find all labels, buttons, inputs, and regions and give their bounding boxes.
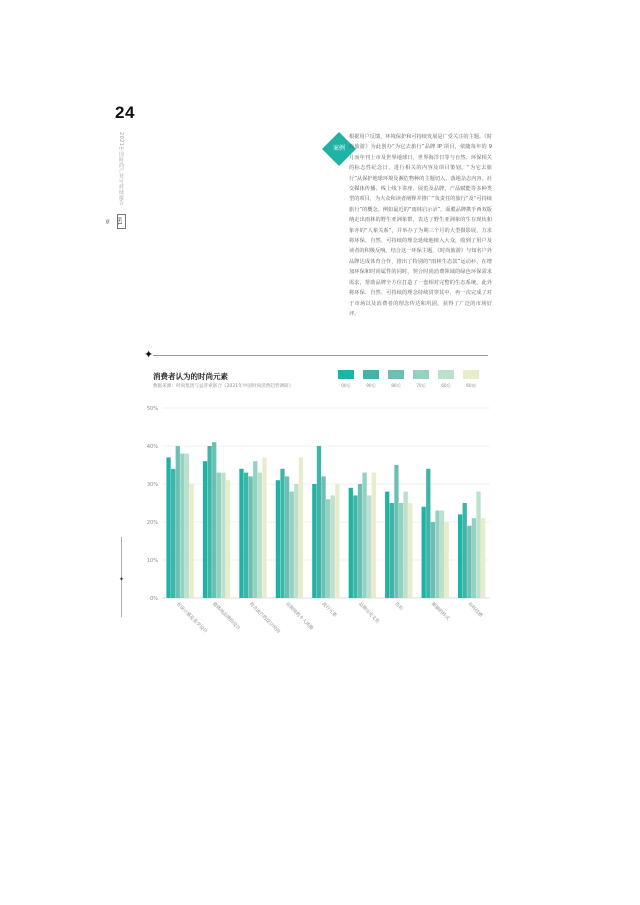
bar-00后-8: [422, 507, 426, 598]
bar-70后-5: [326, 499, 330, 598]
y-tick-label: 10%: [146, 557, 158, 564]
bar-70后-1: [180, 454, 184, 598]
category-label: 有设计感及美学设计: [174, 601, 208, 635]
legend-item: [338, 370, 354, 389]
bar-60后-5: [331, 495, 335, 598]
bar-90后-4: [280, 469, 284, 598]
category-label: 符合流行的设计时尚: [247, 601, 281, 635]
bar-90后-3: [244, 473, 248, 598]
legend-label: 70后: [416, 383, 426, 388]
side-star-icon: ✦: [119, 576, 125, 583]
bar-60后-7: [403, 492, 407, 598]
bar-80后-4: [285, 476, 289, 598]
side-chapter-marker: 第1章: [117, 214, 126, 229]
bar-90后-2: [207, 446, 211, 598]
section-star-icon: ✦: [144, 348, 154, 361]
bar-80后-8: [431, 522, 435, 598]
bar-90后-6: [353, 495, 357, 598]
legend-item: [438, 370, 454, 389]
bar-70后-9: [472, 518, 476, 598]
legend-swatch: [338, 370, 354, 379]
bar-60后-2: [221, 473, 225, 598]
category-label: 有科技感: [466, 601, 483, 619]
bar-70后-7: [399, 503, 403, 598]
legend-swatch: [413, 370, 429, 379]
bar-90后-5: [317, 446, 321, 598]
bar-00后-3: [239, 469, 243, 598]
y-tick-label: 30%: [146, 481, 158, 488]
bar-60前-8: [445, 522, 449, 598]
legend-label: 00后: [341, 383, 351, 388]
legend-swatch: [463, 370, 479, 379]
case-badge-label: 案例: [332, 145, 345, 152]
legend-item: [363, 370, 379, 389]
legend-swatch: [438, 370, 454, 379]
bar-00后-4: [276, 480, 280, 598]
category-label: 有独特的个人风格: [284, 601, 314, 632]
case-study-text: [349, 132, 492, 319]
chart-title: 消费者认为的时尚元素: [153, 372, 228, 381]
bar-60前-3: [262, 457, 266, 598]
bar-60后-3: [258, 473, 262, 598]
section-divider: [153, 355, 488, 356]
bar-70后-2: [217, 473, 221, 598]
bar-60前-2: [226, 480, 230, 598]
bar-90后-8: [426, 469, 430, 598]
legend-item: [463, 370, 479, 389]
bar-60后-1: [185, 454, 189, 598]
bar-60后-9: [476, 492, 480, 598]
category-label: 色彩: [393, 601, 404, 612]
bar-70后-3: [253, 461, 257, 598]
bar-00后-7: [385, 492, 389, 598]
category-label: 品牌历史文化: [357, 601, 381, 625]
legend-item: [388, 370, 404, 389]
bar-90后-9: [463, 503, 467, 598]
bar-60前-7: [408, 503, 412, 598]
y-tick-label: 40%: [146, 443, 158, 450]
chart-source: 数据来源：时尚集团与益普索联合《2021年中国时尚消费趋势调研》: [153, 384, 294, 389]
y-tick-label: 50%: [146, 405, 158, 412]
bar-00后-6: [349, 488, 353, 598]
bar-80后-9: [467, 526, 471, 598]
bar-80后-5: [321, 476, 325, 598]
page-number: 24: [115, 103, 135, 122]
bar-60前-6: [372, 473, 376, 598]
bar-80后-7: [394, 465, 398, 598]
side-report-title: 2021中国时尚产业可持续报告: [118, 132, 124, 206]
y-tick-label: 20%: [146, 519, 158, 526]
bar-00后-1: [166, 457, 170, 598]
legend-label: 90后: [366, 383, 376, 388]
bar-00后-2: [203, 461, 207, 598]
bar-60前-9: [481, 518, 485, 598]
category-label: 新颖的样式: [429, 601, 450, 622]
legend-label: 60前: [466, 383, 476, 388]
bar-70后-4: [290, 492, 294, 598]
legend-label: 80后: [391, 383, 401, 388]
bar-90后-7: [390, 503, 394, 598]
bar-60后-8: [440, 511, 444, 598]
bar-60后-6: [367, 495, 371, 598]
bar-70后-8: [435, 511, 439, 598]
bar-60前-1: [189, 484, 193, 598]
bar-80后-3: [249, 476, 253, 598]
bar-60前-5: [335, 484, 339, 598]
bar-60后-4: [294, 484, 298, 598]
bar-00后-5: [312, 484, 316, 598]
legend-swatch: [388, 370, 404, 379]
bar-80后-6: [358, 484, 362, 598]
bar-70后-6: [362, 473, 366, 598]
legend-label: 60后: [441, 383, 451, 388]
bar-60前-4: [299, 457, 303, 598]
bar-80后-1: [176, 446, 180, 598]
y-tick-label: 0%: [150, 595, 158, 602]
category-label: 能体现品牌的设计: [211, 601, 241, 632]
legend-swatch: [363, 370, 379, 379]
chart-legend: [338, 370, 496, 392]
case-paragraph: 根据用户反馈，环境保护和可持续发展是广受关注的主题。《时尚旅游》为此创办“为它去旅行”品牌 IP 项目，依随每年的 9 月而年刊上市及世界地球日、世界海洋日等与自然、环保相关的标志性纪念日，进行相关的内容及项目策划。“为它去旅行”从保护地球环境及濒危物种的主题切入，落地杂志内容、社交媒体传播、线上线下讲座、展览及品牌、产品赋能等多种类型的项目，为大众和读者阐释并推广“负责任的旅行”及“可持续旅行”的概念。例如最近的“雨林启示录”，面膜品牌携手西双版纳走出雨林的野生亚洲象群，表达了野生亚洲象的生存现状和象亦的“人象关系”，并举办了为期三个月的大型摄影展，力求将环保、自然、可持续的理念延续地植入大众，收到了用户及读者的积极反响。结合这一环保主题，《时尚旅游》与知名户外品牌达成体育合作，推出了特别的“雨林生态款”运动衫，在增加环保和时尚属性的同时，契合时尚消费领域的绿色环保需求需求，帮助品牌全方位打造了一套相对完整的生态系统。此外将环保、自然、可持续的理念持续贯穿其中，再一次完成了对于市场以及消费者的理念传达和巩固，获得了广泛的市场好评。: [349, 134, 492, 317]
bar-80后-2: [212, 442, 216, 598]
bar-00后-9: [458, 514, 462, 598]
category-label: 流行元素: [320, 601, 338, 619]
legend-item: [413, 370, 429, 389]
bar-90后-1: [171, 469, 175, 598]
bar-chart: [140, 398, 500, 648]
